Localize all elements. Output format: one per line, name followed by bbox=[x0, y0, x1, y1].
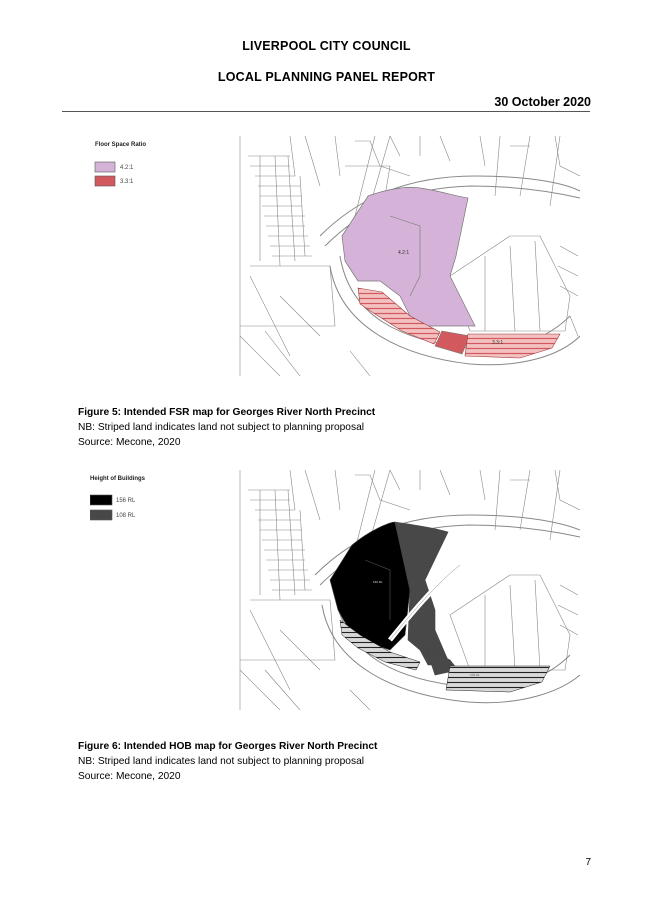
hob-striped-land-east bbox=[446, 666, 550, 692]
figure6-title: Figure 6: Intended HOB map for Georges River North Precinct bbox=[78, 741, 378, 752]
fsr-legend-swatch-1 bbox=[95, 162, 115, 172]
fsr-zone-3-3-solid bbox=[435, 331, 470, 354]
fsr-map bbox=[90, 136, 580, 376]
figure6-caption bbox=[78, 739, 377, 784]
hob-legend-label-2: 108 RL bbox=[116, 513, 136, 519]
figure5-source: Source: Mecone, 2020 bbox=[78, 437, 181, 448]
report-date: 30 October 2020 bbox=[494, 95, 591, 109]
hob-legend-swatch-2 bbox=[90, 510, 112, 520]
fsr-legend-swatch-2 bbox=[95, 176, 115, 186]
fsr-legend-label-2: 3.3:1 bbox=[120, 179, 134, 185]
figure5-caption bbox=[78, 405, 375, 450]
fsr-map-label-strip: 3.3:1 bbox=[492, 340, 504, 346]
page-number: 7 bbox=[585, 857, 591, 868]
figure6-note: NB: Striped land indicates land not subject to planning proposal bbox=[78, 756, 365, 767]
hob-map bbox=[90, 470, 580, 710]
hob-legend-label-1: 156 RL bbox=[116, 498, 136, 504]
council-name: LIVERPOOL CITY COUNCIL bbox=[242, 39, 411, 53]
header-rule bbox=[62, 111, 590, 112]
report-title: LOCAL PLANNING PANEL REPORT bbox=[217, 70, 436, 84]
hob-legend-swatch-1 bbox=[90, 495, 112, 505]
hob-map-label-strip: 108 RL bbox=[470, 673, 480, 677]
fsr-map-label-main: 4.2:1 bbox=[398, 250, 410, 256]
figure5-title: Figure 5: Intended FSR map for Georges River North Precinct bbox=[78, 407, 376, 418]
fsr-legend-title: Floor Space Ratio bbox=[95, 142, 147, 148]
figure5-note: NB: Striped land indicates land not subject to planning proposal bbox=[78, 422, 365, 433]
hob-legend-title: Height of Buildings bbox=[90, 476, 145, 482]
fsr-legend-label-1: 4.2:1 bbox=[120, 165, 134, 171]
figure6-source: Source: Mecone, 2020 bbox=[78, 771, 181, 782]
hob-map-label-main: 156 RL bbox=[373, 580, 383, 584]
fsr-striped-land-east bbox=[465, 334, 560, 358]
